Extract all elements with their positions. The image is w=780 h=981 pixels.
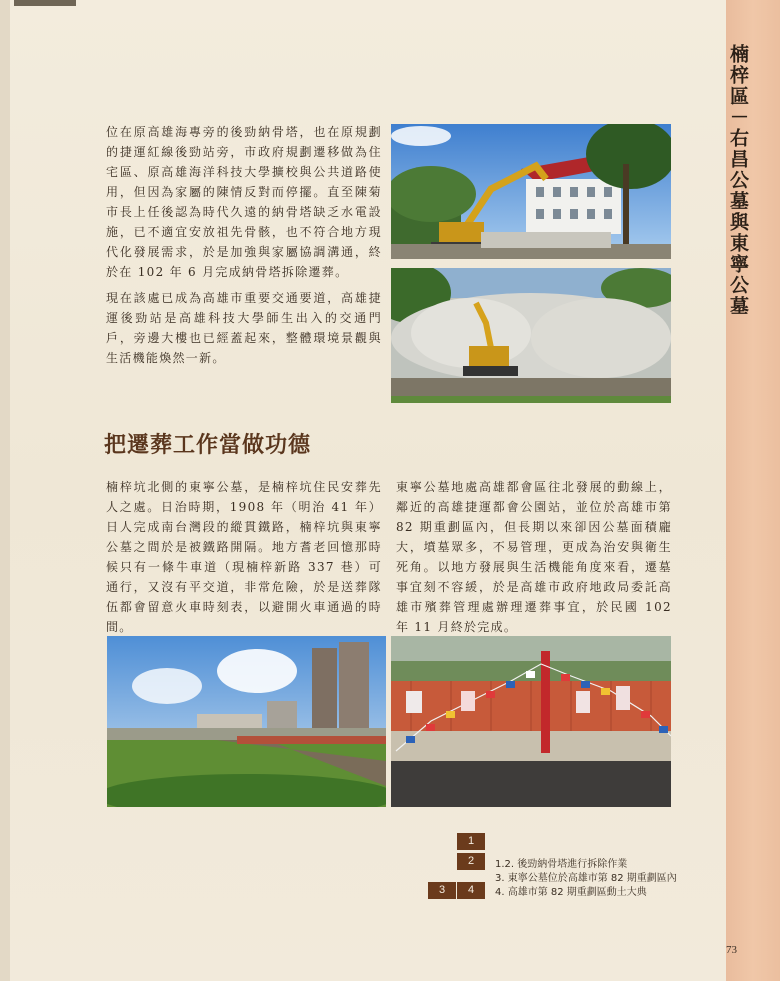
caption-item: 3. 東寧公墓位於高雄市第 82 期重劃區內 bbox=[495, 873, 677, 884]
photo-number-3: 3 bbox=[428, 882, 456, 899]
photo-captions bbox=[495, 858, 677, 900]
side-chapter-title: 楠梓區－右昌公墓與東寧公墓 bbox=[727, 44, 749, 317]
photo-3-redevelopment-zone bbox=[107, 636, 386, 807]
photo-2-demolition-dust bbox=[391, 268, 671, 403]
photo-number-2: 2 bbox=[457, 853, 485, 870]
page-gutter bbox=[0, 0, 10, 981]
photo-1-demolition-excavator bbox=[391, 124, 671, 259]
caption-item: 1.2. 後勁納骨塔進行拆除作業 bbox=[495, 859, 628, 870]
paragraph-houjin-ossuary: 位在原高雄海專旁的後勁納骨塔，也在原規劃的捷運紅線後勁站旁，市政府規劃遷移做為住宅區、原高雄海洋科技大學擴校與公共道路使用，但因為家屬的陳情反對而停擺。直至陳菊市長上任後認為時代久遠的納骨塔缺乏水電設施，已不適宜安放祖先骨骸，也不符合地方現代化發展需求，於是加強與家屬協調溝通，終於在 102 年 6 月完成納骨塔拆除遷葬。 bbox=[106, 125, 382, 279]
section-heading: 把遷葬工作當做功德 bbox=[104, 432, 312, 458]
caption-item: 4. 高雄市第 82 期重劃區動土大典 bbox=[495, 887, 647, 898]
paragraph-dongning-history: 楠梓坑北側的東寧公墓，是楠梓坑住民安葬先人之處。日治時期，1908 年（明治 41 年）日人完成南台灣段的縱貫鐵路，楠梓坑與東寧公墓之間於是被鐵路開隔。地方耆老回憶那時候只有一條牛車道（現楠梓新路 337 巷）可通行，又沒有平交道，非常危險，於是送葬隊伍都會留意火車時刻表，以避開火車通過的時間。 bbox=[106, 480, 382, 634]
page-number: 73 bbox=[726, 944, 737, 956]
top-photo-strip bbox=[14, 0, 76, 6]
paragraph-mrt-station: 現在該處已成為高雄市重要交通要道，高雄捷運後勁站是高雄科技大學師生出入的交通門戶，旁邊大樓也已經蓋起來，整體環境景觀與生活機能煥然一新。 bbox=[106, 291, 382, 365]
paragraph-dongning-relocation: 東寧公墓地處高雄都會區往北發展的動線上，鄰近的高雄捷運都會公園站，並位於高雄市第 82 期重劃區內，但長期以來卻因公墓面積龐大，墳墓眾多，不易管理，更成為治安與衛生死角。以地方發展與生活機能角度來看，遷墓事宜刻不容緩，於是高雄市政府地政局委託高雄市殯葬管理處辦理遷葬事宜，於民國 102 年 11 月終於完成。 bbox=[396, 480, 672, 634]
photo-4-groundbreaking-ceremony bbox=[391, 636, 671, 807]
photo-number-4: 4 bbox=[457, 882, 485, 899]
photo-number-1: 1 bbox=[457, 833, 485, 850]
